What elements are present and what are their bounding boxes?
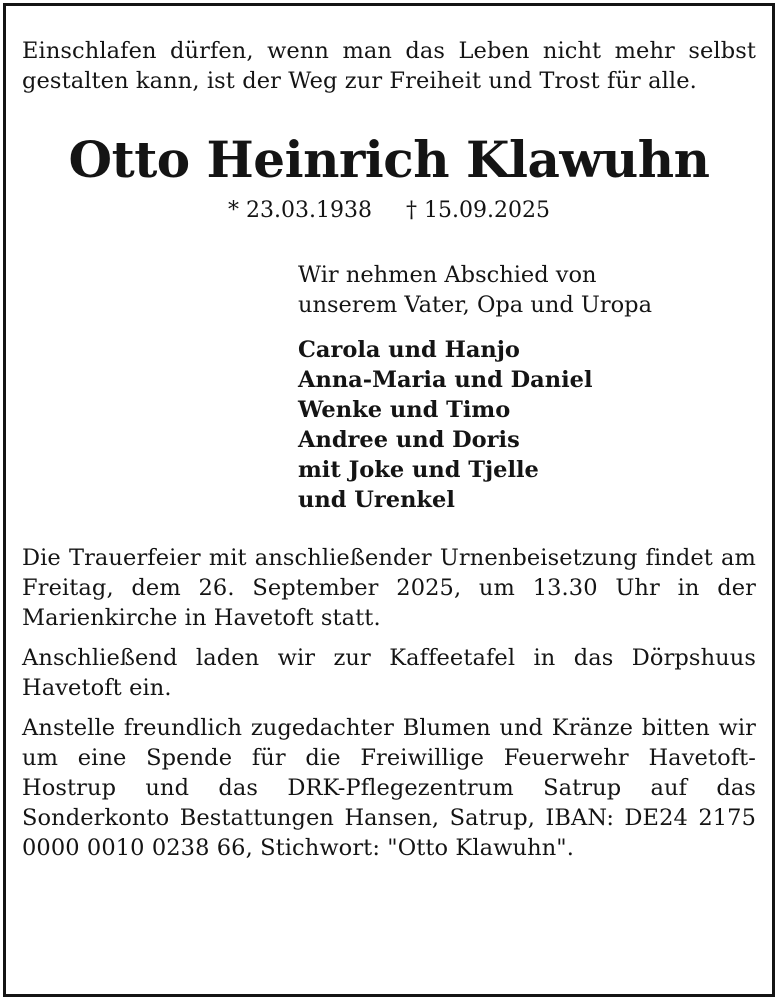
donation-paragraph: Anstelle freundlich zugedachter Blumen und Kränze bitten wir um eine Spende für die Freiwillige Feuerwehr Havetoft-Hostrup und das DRK-Pflegezentrum Satrup auf das Sonderkonto Bestattungen Hansen, Satrup, IBAN: DE24 2175 0000 0010 0238 66, Stichwort: "Otto Klawuhn". (22, 715, 756, 861)
family-block (298, 260, 756, 515)
mourner-name: Anna-Maria und Daniel (298, 367, 593, 393)
mourner-name: Carola und Hanjo (298, 337, 520, 363)
farewell-line: Wir nehmen Abschied von (298, 262, 597, 288)
obituary-notice (22, 36, 756, 863)
farewell-line: unserem Vater, Opa und Uropa (298, 292, 652, 318)
birth-date: * 23.03.1938 (228, 198, 372, 223)
mourner-list (298, 335, 756, 515)
mourner-name: Andree und Doris (298, 427, 520, 453)
mourner-name: Wenke und Timo (298, 397, 511, 423)
mourner-name: mit Joke und Tjelle (298, 457, 539, 483)
mourner-name: und Urenkel (298, 487, 455, 513)
funeral-service-paragraph: Die Trauerfeier mit anschließender Urnenbeisetzung findet am Freitag, dem 26. September 2025, um 13.30 Uhr in der Marienkirche in Havetoft statt. (22, 545, 756, 631)
farewell-text (298, 260, 756, 320)
coffee-gathering-paragraph: Anschließend laden wir zur Kaffeetafel in das Dörpshuus Havetoft ein. (22, 645, 756, 701)
deceased-name: Otto Heinrich Klawuhn (68, 130, 710, 189)
opening-quote: Einschlafen dürfen, wenn man das Leben nicht mehr selbst gestalten kann, ist der Weg zur Freiheit und Trost für alle. (22, 38, 756, 94)
death-date: † 15.09.2025 (406, 198, 550, 223)
life-dates (22, 196, 756, 226)
